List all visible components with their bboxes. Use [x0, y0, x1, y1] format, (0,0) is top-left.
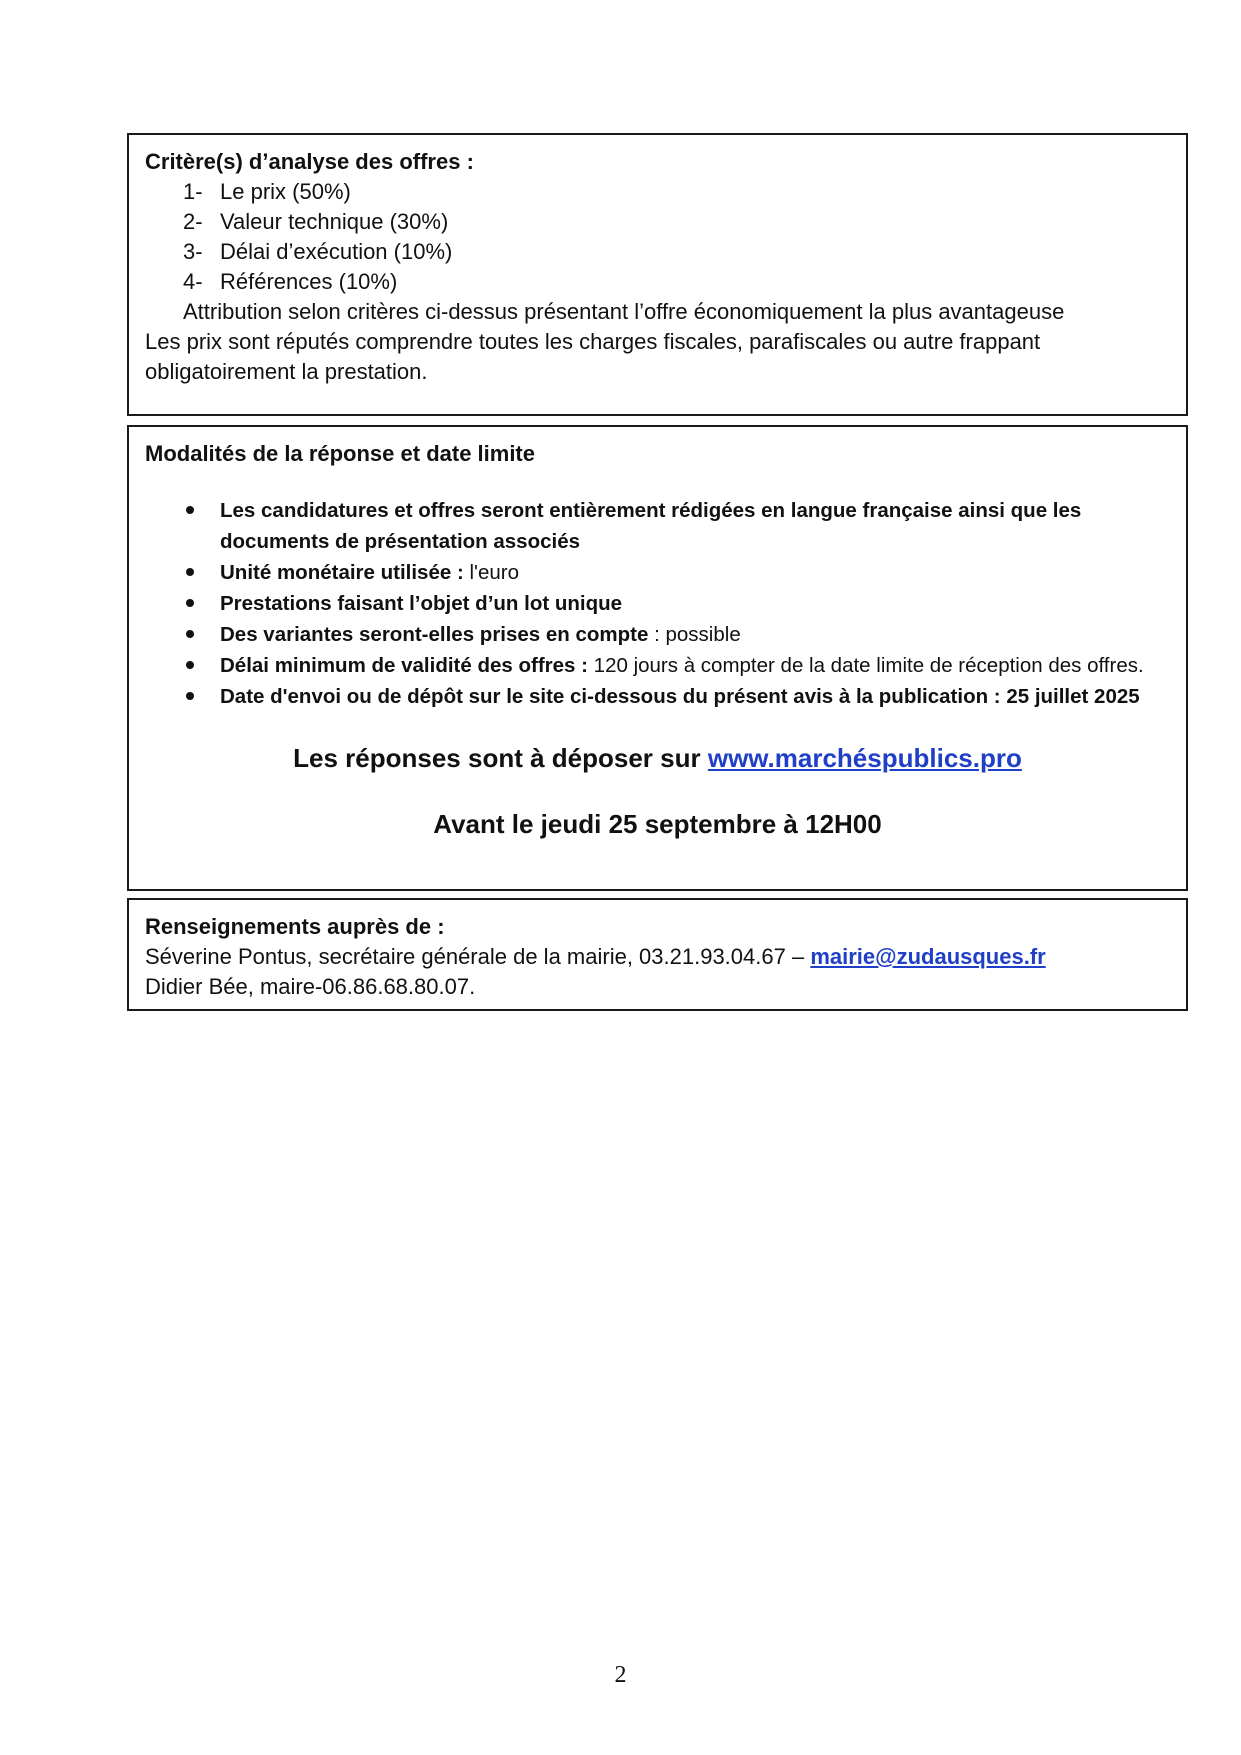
list-item: Délai minimum de validité des offres : 120 jours à compter de la date limite de réception des offres. — [145, 650, 1170, 681]
bullet-icon — [186, 630, 194, 638]
criteria-title: Critère(s) d’analyse des offres : — [145, 149, 474, 174]
response-title: Modalités de la réponse et date limite — [145, 441, 535, 466]
criteria-item — [145, 267, 1170, 297]
response-bullet-list — [145, 495, 1170, 712]
criteria-item — [145, 207, 1170, 237]
response-section — [127, 425, 1188, 891]
criteria-item-number: 1- — [183, 179, 203, 204]
criteria-item-label: Délai d’exécution (10%) — [220, 239, 453, 264]
criteria-item-number: 2- — [183, 209, 203, 234]
list-item: Les candidatures et offres seront entièrement rédigées en langue française ainsi que les documents de présentation associés — [145, 495, 1170, 557]
criteria-section — [127, 133, 1188, 416]
criteria-item-label: Le prix (50%) — [220, 179, 351, 204]
prices-note: Les prix sont réputés comprendre toutes les charges fiscales, parafiscales ou autre frappant obligatoirement la prestation. — [145, 329, 1041, 384]
list-item: Des variantes seront-elles prises en compte : possible — [145, 619, 1170, 650]
deposit-instruction: Les réponses sont à déposer sur www.marchéspublics.pro — [293, 743, 1022, 773]
criteria-item-number: 3- — [183, 239, 203, 264]
criteria-item-label: Valeur technique (30%) — [220, 209, 449, 234]
bullet-icon — [186, 599, 194, 607]
deadline: Avant le jeudi 25 septembre à 12H00 — [433, 809, 882, 839]
list-item: Date d'envoi ou de dépôt sur le site ci-dessous du présent avis à la publication : 25 juillet 2025 — [145, 681, 1170, 712]
criteria-item — [145, 237, 1170, 267]
bullet-icon — [186, 506, 194, 514]
criteria-list — [145, 177, 1170, 297]
bullet-icon — [186, 661, 194, 669]
mairie-email-link[interactable]: mairie@zudausques.fr — [810, 944, 1046, 969]
marches-publics-link[interactable]: www.marchéspublics.pro — [707, 743, 1022, 773]
criteria-item-label: Références (10%) — [220, 269, 398, 294]
attribution-note: Attribution selon critères ci-dessus présentant l’offre économiquement la plus avantageuse — [183, 299, 1065, 324]
criteria-item-number: 4- — [183, 269, 203, 294]
list-item: Unité monétaire utilisée : l'euro — [145, 557, 1170, 588]
contact-secretary: Séverine Pontus, secrétaire générale de la mairie, 03.21.93.04.67 – mairie@zudausques.fr — [145, 944, 1046, 969]
bullet-icon — [186, 692, 194, 700]
bullet-icon — [186, 568, 194, 576]
page-number: 2 — [614, 1662, 627, 1688]
contact-section — [127, 898, 1188, 1011]
list-item: Prestations faisant l’objet d’un lot unique — [145, 588, 1170, 619]
contact-mayor: Didier Bée, maire-06.86.68.80.07. — [145, 974, 476, 999]
criteria-item — [145, 177, 1170, 207]
contact-title: Renseignements auprès de : — [145, 914, 445, 939]
